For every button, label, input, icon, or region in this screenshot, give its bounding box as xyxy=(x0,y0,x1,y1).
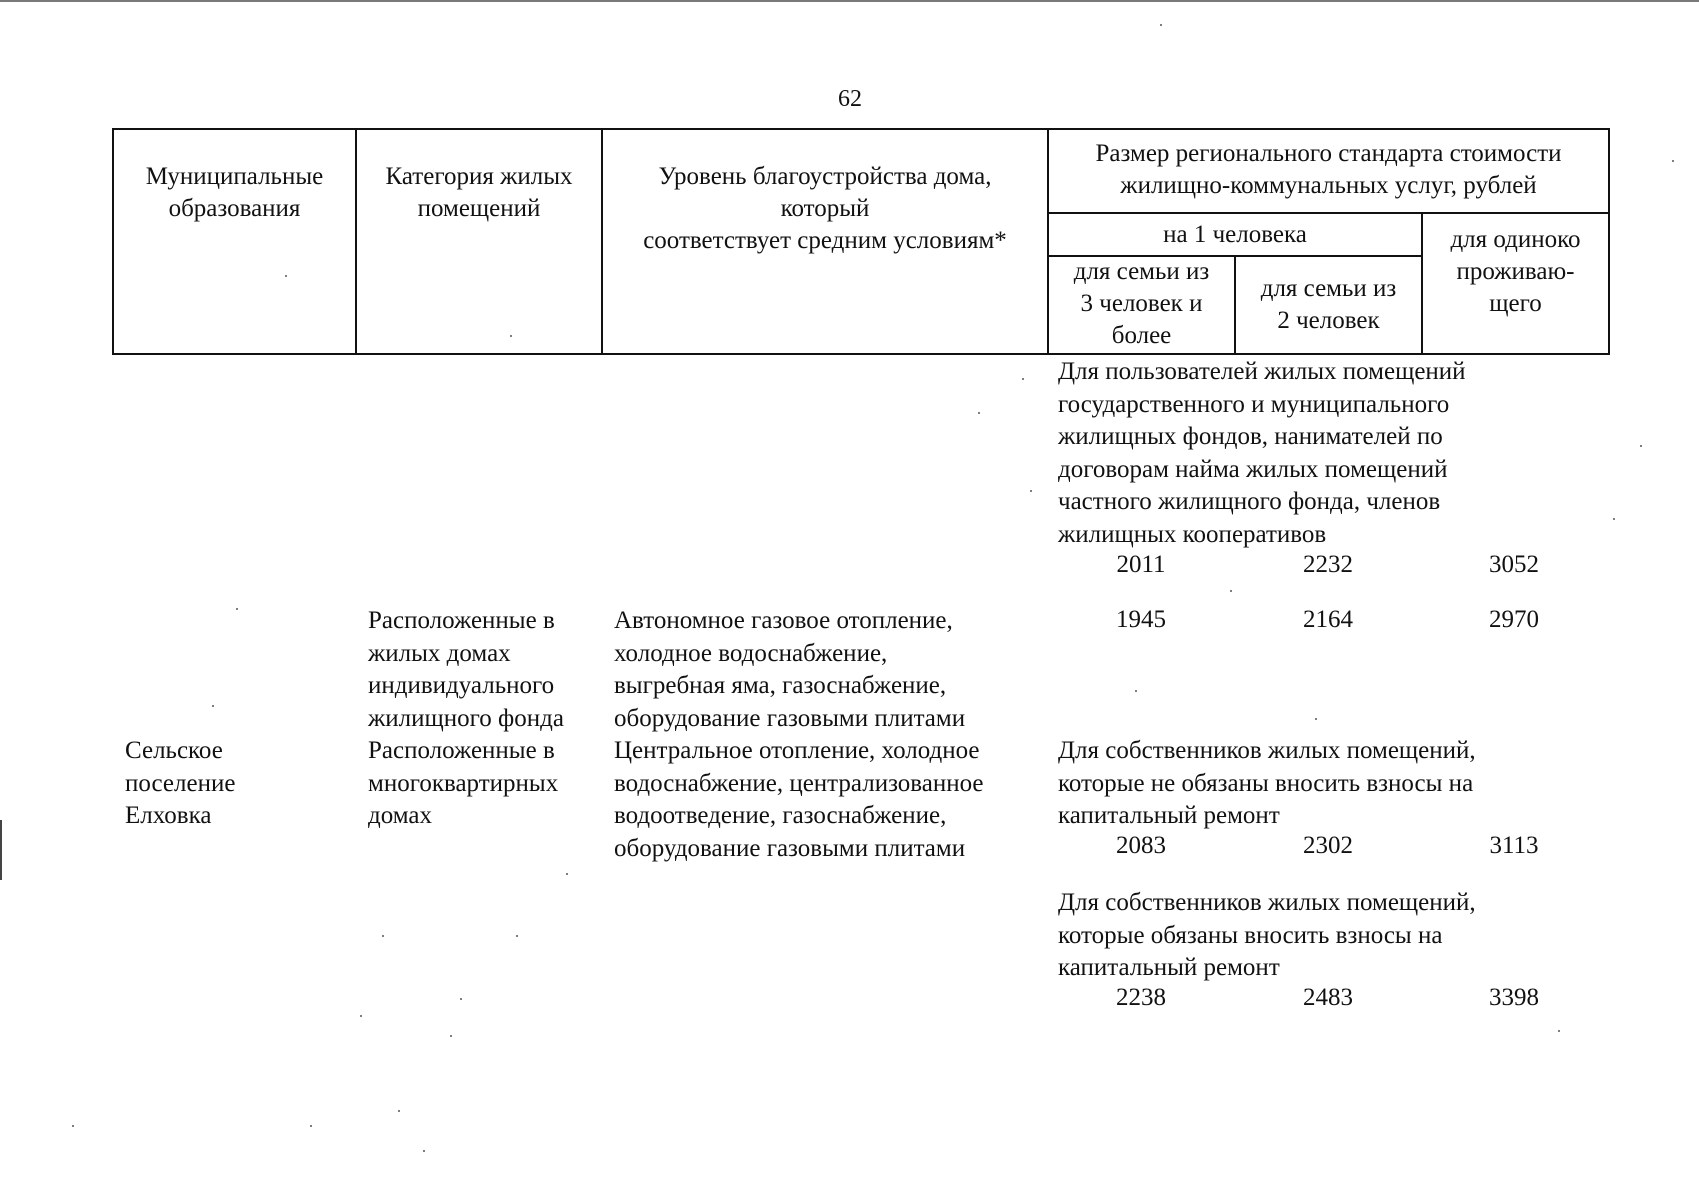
header-amenities-line: Уровень благоустройства дома, xyxy=(658,163,992,190)
header-border-bottom xyxy=(112,353,1610,355)
scan-speck xyxy=(310,1125,312,1127)
block2-value-family2: 2302 xyxy=(1303,832,1353,859)
block2-caption-line: Для собственников жилых помещений, xyxy=(1058,737,1476,764)
row-individual-category xyxy=(368,605,564,735)
block1-caption xyxy=(1058,356,1466,551)
header-border-top xyxy=(112,128,1610,130)
block1-caption-line: жилищных кооперативов xyxy=(1058,520,1327,548)
row-individual-amenities-line: оборудование газовыми плитами xyxy=(614,704,966,732)
scan-speck xyxy=(1030,490,1032,492)
scan-top-edge xyxy=(0,0,1699,2)
scan-speck xyxy=(460,998,462,1000)
block1-caption-line: Для пользователей жилых помещений xyxy=(1058,358,1466,385)
header-category-line: Категория жилых xyxy=(385,163,573,190)
scan-speck xyxy=(212,705,214,707)
header-family-2 xyxy=(1236,273,1421,337)
row-apartment-amenities-line: Центральное отопление, холодное xyxy=(614,737,980,764)
block2-caption-line: которые не обязаны вносить взносы на xyxy=(1058,769,1474,797)
scan-speck xyxy=(1558,1030,1560,1032)
scan-speck xyxy=(72,1125,74,1127)
header-single-line: проживаю- xyxy=(1456,258,1575,285)
header-category xyxy=(357,161,601,225)
block2-caption xyxy=(1058,735,1476,833)
header-single-line: щего xyxy=(1489,290,1542,317)
block1-caption-line: договорам найма жилых помещений xyxy=(1058,455,1448,483)
block1-caption-line: государственного и муниципального xyxy=(1058,390,1450,418)
block3-caption-line: капитальный ремонт xyxy=(1058,954,1280,981)
scan-speck xyxy=(1672,160,1674,162)
scan-speck xyxy=(1022,378,1024,380)
scan-left-edge-mark xyxy=(0,820,2,880)
row-apartment-municipality xyxy=(125,735,235,833)
block3-value-single: 3398 xyxy=(1489,984,1539,1011)
block1-caption-line: жилищных фондов, нанимателей по xyxy=(1058,423,1443,450)
header-subrow-1 xyxy=(1047,212,1610,214)
header-per-person xyxy=(1049,219,1421,251)
block3-value-family2: 2483 xyxy=(1303,984,1353,1011)
row-apartment-municipality-line: поселение xyxy=(125,769,236,797)
header-single-line: для одиноко xyxy=(1450,226,1581,253)
scan-speck xyxy=(978,412,980,414)
header-standard-size-line: Размер регионального стандарта стоимости xyxy=(1095,140,1562,167)
row-apartment-amenities-line: водоснабжение, централизованное xyxy=(614,769,984,797)
header-single xyxy=(1423,224,1608,320)
row-individual-amenities-line: выгребная яма, газоснабжение, xyxy=(614,672,947,699)
header-border-right xyxy=(1608,128,1610,355)
row-individual-category-line: индивидуального xyxy=(368,672,555,699)
row-individual-value-family3: 1945 xyxy=(1116,606,1166,633)
header-family-2-line: 2 человек xyxy=(1277,307,1380,334)
block1-caption-line: частного жилищного фонда, членов xyxy=(1058,488,1441,515)
header-family-2-line: для семьи из xyxy=(1260,275,1397,302)
scan-speck xyxy=(516,935,518,937)
header-standard-size xyxy=(1049,138,1608,202)
block3-value-family3: 2238 xyxy=(1116,984,1166,1011)
block2-value-single: 3113 xyxy=(1489,832,1539,859)
header-family-3-line: более xyxy=(1111,322,1172,349)
block3-caption xyxy=(1058,887,1476,985)
block1-value-single: 3052 xyxy=(1489,551,1539,578)
table-header xyxy=(112,128,1610,355)
scan-speck xyxy=(1613,518,1615,520)
row-apartment-amenities-line: оборудование газовыми плитами xyxy=(614,834,966,862)
row-apartment-amenities-line: водоотведение, газоснабжение, xyxy=(614,802,947,829)
block3-caption-line: которые обязаны вносить взносы на xyxy=(1058,921,1443,949)
row-individual-category-line: Расположенные в xyxy=(368,607,555,634)
block3-caption-line: Для собственников жилых помещений, xyxy=(1058,889,1476,916)
row-apartment-category xyxy=(368,735,558,833)
scan-speck xyxy=(360,1015,362,1017)
header-amenities xyxy=(603,161,1047,257)
scan-speck xyxy=(285,275,287,277)
header-family-3-line: 3 человек и xyxy=(1080,290,1203,317)
row-individual-amenities-line: холодное водоснабжение, xyxy=(614,639,888,667)
scan-speck xyxy=(423,1150,425,1152)
page-number: 62 xyxy=(838,86,862,112)
block2-caption-line: капитальный ремонт xyxy=(1058,802,1280,829)
header-per-person-text: на 1 человека xyxy=(1163,221,1307,248)
scan-speck xyxy=(236,608,238,610)
scan-speck xyxy=(1135,690,1137,692)
header-municipalities-line: образования xyxy=(168,195,301,222)
header-municipalities-line: Муниципальные xyxy=(145,163,324,190)
header-standard-size-line: жилищно-коммунальных услуг, рублей xyxy=(1120,172,1537,199)
header-family-3-line: для семьи из xyxy=(1073,258,1210,285)
block2-value-family3: 2083 xyxy=(1116,832,1166,859)
scan-speck xyxy=(382,935,384,937)
row-apartment-category-line: многоквартирных xyxy=(368,769,559,797)
scan-speck xyxy=(1230,590,1232,592)
block1-value-family3: 2011 xyxy=(1116,551,1166,578)
scan-speck xyxy=(450,1035,452,1037)
scan-speck xyxy=(1640,445,1642,447)
scan-speck xyxy=(510,335,512,337)
row-apartment-amenities xyxy=(614,735,984,865)
row-individual-amenities xyxy=(614,605,965,735)
row-individual-value-family2: 2164 xyxy=(1303,606,1353,633)
header-amenities-line: который xyxy=(780,195,870,222)
row-apartment-municipality-line: Елховка xyxy=(125,802,212,829)
row-individual-category-line: жилых домах xyxy=(368,639,511,667)
scan-speck xyxy=(1160,24,1162,26)
scan-speck xyxy=(1315,718,1317,720)
row-apartment-category-line: Расположенные в xyxy=(368,737,555,764)
row-apartment-municipality-line: Сельское xyxy=(125,737,223,764)
scan-speck xyxy=(566,873,568,875)
header-category-line: помещений xyxy=(417,195,541,222)
scan-speck xyxy=(398,1110,400,1112)
header-family-3 xyxy=(1049,256,1234,352)
header-municipalities xyxy=(114,161,355,225)
row-individual-value-single: 2970 xyxy=(1489,606,1539,633)
row-apartment-category-line: домах xyxy=(368,802,432,829)
header-amenities-line: соответствует средним условиям* xyxy=(643,227,1007,254)
row-individual-category-line: жилищного фонда xyxy=(368,704,564,732)
row-individual-amenities-line: Автономное газовое отопление, xyxy=(614,607,953,634)
block1-value-family2: 2232 xyxy=(1303,551,1353,578)
